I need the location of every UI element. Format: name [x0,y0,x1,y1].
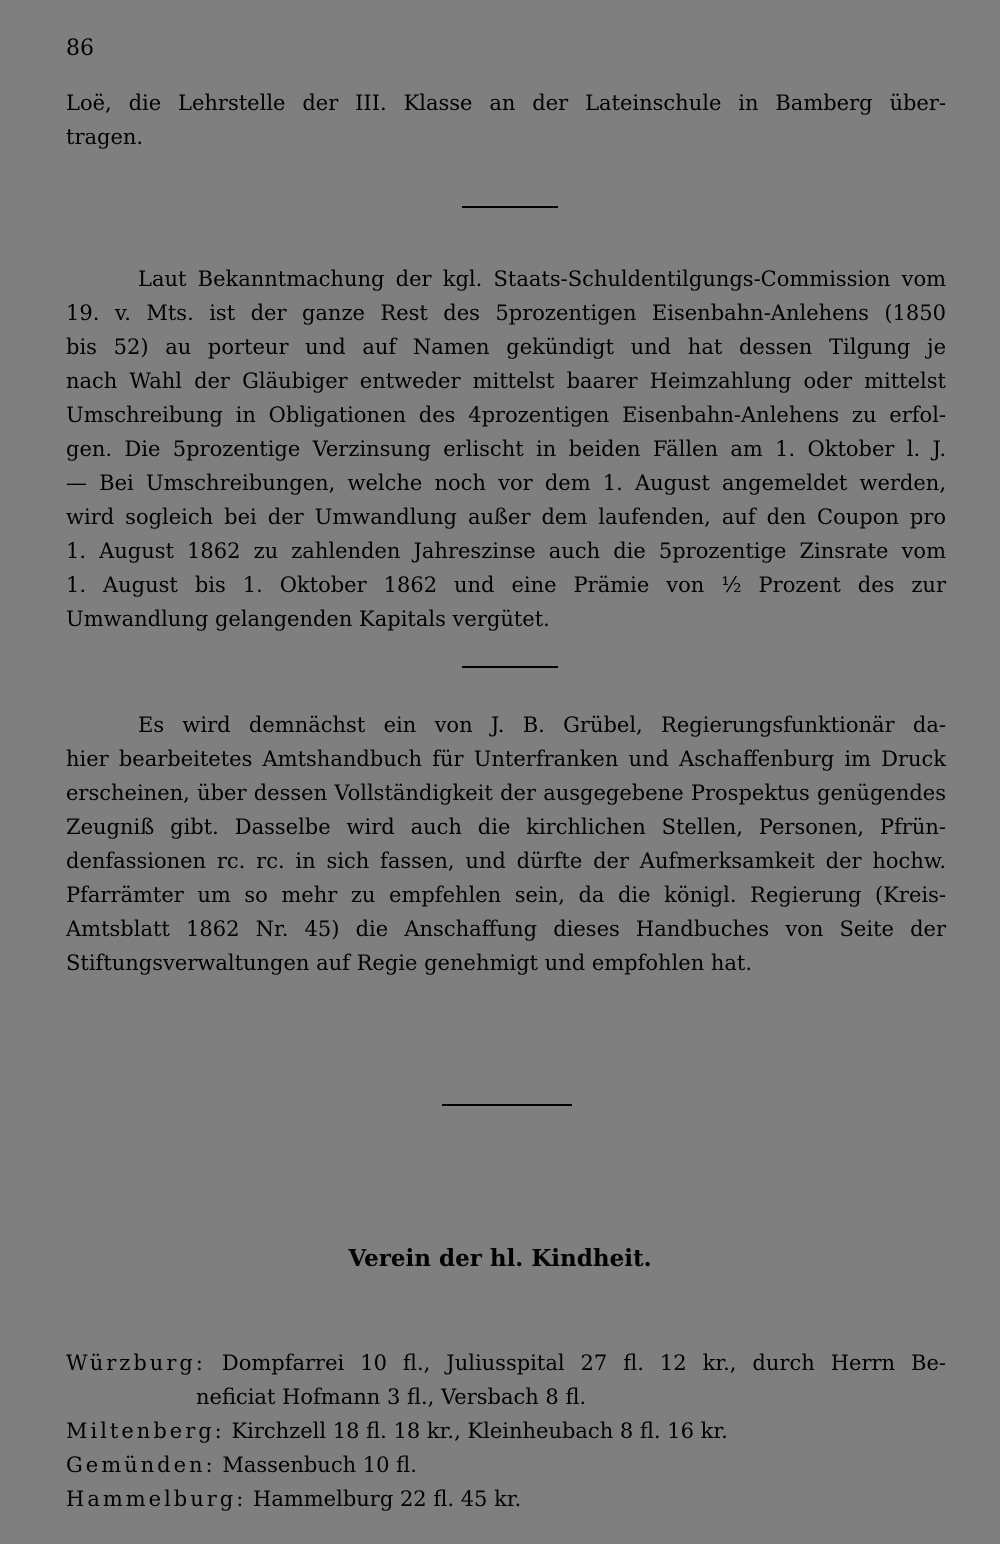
announcement-line: Umschreibung in Obligationen des 4prozentigen Eisenbahn-Anlehens zu erfol- [66,403,946,427]
announcement-line: Umwandlung gelangenden Kapitals vergütet. [66,607,550,631]
handbook-line: Stiftungsverwaltungen auf Regie genehmigt und empfohlen hat. [66,951,753,975]
donation-place: Würzburg: [66,1351,206,1375]
page-number: 86 [66,36,94,61]
handbook-line: Pfarrämter um so mehr zu empfehlen sein, da die königl. Regierung (Kreis- [66,883,946,907]
section-divider [462,666,558,668]
section-divider [442,1104,572,1106]
section-divider [462,206,558,208]
donation-place: Hammelburg: [66,1487,247,1511]
handbook-line: Es wird demnächst ein von J. B. Grübel, Regierungsfunktionär da- [138,713,946,737]
donation-text: Dompfarrei 10 fl., Juliusspital 27 fl. 12 kr., durch Herrn Be- [221,1351,946,1375]
announcement-line: nach Wahl der Gläubiger entweder mittelst baarer Heimzahlung oder mittelst [66,369,946,393]
donation-text: Kirchzell 18 fl. 18 kr., Kleinheubach 8 fl. 16 kr. [231,1419,728,1443]
announcement-line: gen. Die 5prozentige Verzinsung erlischt in beiden Fällen am 1. Oktober l. J. [66,437,946,461]
announcement-line: wird sogleich bei der Umwandlung außer dem laufenden, auf den Coupon pro [66,505,946,529]
announcement-line: 1. August bis 1. Oktober 1862 und eine Prämie von ½ Prozent des zur [66,573,946,597]
donation-place: Miltenberg: [66,1419,225,1443]
handbook-line: denfassionen rc. rc. in sich fassen, und dürfte der Aufmerksamkeit der hochw. [66,849,946,873]
announcement-line: 19. v. Mts. ist der ganze Rest des 5prozentigen Eisenbahn-Anlehens (1850 [66,301,946,325]
announcement-line: — Bei Umschreibungen, welche noch vor dem 1. August angemeldet werden, [66,471,946,495]
donation-text: Hammelburg 22 fl. 45 kr. [253,1487,522,1511]
intro-line-1: Loë, die Lehrstelle der III. Klasse an der Lateinschule in Bamberg über- [66,91,946,115]
donation-entry [66,1448,946,1482]
donation-entry [66,1482,946,1516]
announcement-line: Laut Bekanntmachung der kgl. Staats-Schuldentilgungs-Commission vom [138,267,946,291]
handbook-line: erscheinen, über dessen Vollständigkeit der ausgegebene Prospektus genügendes [66,781,946,805]
donation-entry [66,1380,946,1414]
donation-text: neficiat Hofmann 3 fl., Versbach 8 fl. [196,1385,587,1409]
section-heading: Verein der hl. Kindheit. [348,1245,652,1272]
handbook-line: hier bearbeitetes Amtshandbuch für Unterfranken und Aschaffenburg im Druck [66,747,946,771]
donation-text: Massenbuch 10 fl. [222,1453,417,1477]
donation-entry [66,1414,946,1448]
announcement-line: 1. August 1862 zu zahlenden Jahreszinse auch die 5prozentige Zinsrate vom [66,539,946,563]
handbook-line: Amtsblatt 1862 Nr. 45) die Anschaffung dieses Handbuches von Seite der [66,917,946,941]
handbook-line: Zeugniß gibt. Dasselbe wird auch die kirchlichen Stellen, Personen, Pfrün- [66,815,946,839]
intro-line-2: tragen. [66,125,144,149]
donation-entry [66,1346,946,1380]
donation-place: Gemünden: [66,1453,216,1477]
announcement-line: bis 52) au porteur und auf Namen gekündigt und hat dessen Tilgung je [66,335,946,359]
